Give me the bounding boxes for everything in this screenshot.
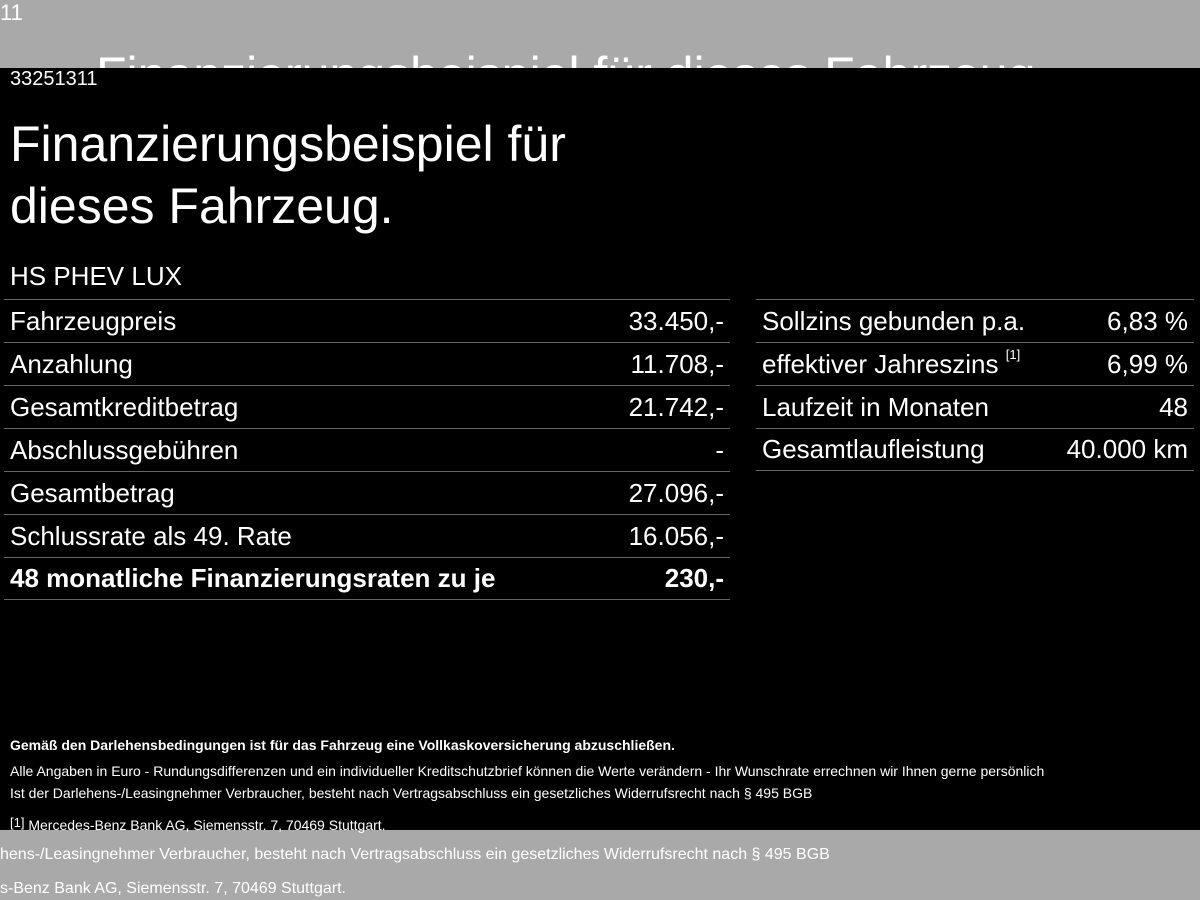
ghost-bank-line: s-Benz Bank AG, Siemensstr. 7, 70469 Stuttgart.	[0, 880, 346, 897]
document-id: 33251311	[10, 68, 98, 90]
table-row	[756, 385, 1194, 428]
table-row	[756, 342, 1194, 385]
table-row	[4, 385, 730, 428]
page-number: 11	[0, 0, 23, 25]
row-label	[762, 434, 985, 465]
conditions-table	[756, 299, 1194, 471]
row-label: Gesamtkreditbetrag	[10, 391, 239, 422]
ghost-footer	[0, 830, 1200, 900]
ghost-withdrawal-line: hens-/Leasingnehmer Verbraucher, besteht nach Vertragsabschluss ein gesetzliches Widerrufsrecht nach § 495 BGB	[0, 846, 830, 863]
row-label: Abschlussgebühren	[10, 434, 239, 465]
row-label	[762, 306, 1025, 337]
row-label: Gesamtbetrag	[10, 477, 175, 508]
row-label: 48 monatliche Finanzierungsraten zu je	[10, 563, 496, 593]
model-name: HS PHEV LUX	[10, 261, 182, 291]
footnote-marker: [1]	[1005, 346, 1021, 362]
row-label: Anzahlung	[10, 348, 133, 379]
row-label	[762, 346, 1021, 380]
row-label: Fahrzeugpreis	[10, 305, 177, 336]
footnote-marker: [1]	[10, 815, 25, 830]
bank-address: Mercedes-Benz Bank AG, Siemensstr. 7, 70469 Stuttgart.	[28, 817, 386, 833]
table-row	[756, 428, 1194, 471]
financing-table	[4, 299, 730, 600]
row-value: 6,99 %	[1107, 348, 1188, 379]
title-text: Finanzierungsbeispiel für dieses Fahrzeug.	[10, 116, 566, 234]
row-value: 27.096,-	[628, 477, 724, 508]
footnotes	[10, 736, 1190, 834]
row-value: 6,83 %	[1107, 305, 1188, 336]
financing-panel	[0, 68, 1200, 833]
label-text: Gesamtlaufleistung	[762, 434, 985, 464]
withdrawal-note: Ist der Darlehens-/Leasingnehmer Verbraucher, besteht nach Vertragsabschluss ein gesetzliches Widerrufsrecht nach § 495 BGB	[10, 785, 813, 801]
row-value: 33.450,-	[628, 305, 724, 336]
euro-note: Alle Angaben in Euro - Rundungsdifferenzen und ein individueller Kreditschutzbrief können die Werte verändern - Ihr Wunschrate errechnen wir Ihnen gerne persönlich	[10, 763, 1045, 779]
table-row	[4, 428, 730, 471]
row-value: 16.056,-	[628, 520, 724, 551]
table-row	[4, 299, 730, 342]
row-value: -	[715, 434, 724, 465]
label-text: effektiver Jahreszins	[762, 348, 999, 379]
label-text: Sollzins gebunden p.a.	[762, 305, 1026, 336]
ghost-heading	[96, 50, 1049, 68]
row-value: 21.742,-	[628, 391, 724, 422]
row-value: 48	[1159, 391, 1188, 422]
row-label	[762, 392, 989, 423]
table-row	[4, 342, 730, 385]
table-row	[4, 471, 730, 514]
row-value: 40.000 km	[1066, 434, 1188, 464]
insurance-note: Gemäß den Darlehensbedingungen ist für das Fahrzeug eine Vollkaskoversicherung abzuschließen.	[10, 737, 675, 753]
row-value: 11.708,-	[630, 348, 724, 379]
row-label: Schlussrate als 49. Rate	[10, 520, 292, 551]
table-row	[756, 299, 1194, 342]
label-text: Laufzeit in Monaten	[762, 391, 989, 422]
page-title	[10, 113, 566, 237]
monthly-rate-row	[4, 557, 730, 600]
row-value: 230,-	[664, 563, 724, 593]
table-row	[4, 514, 730, 557]
